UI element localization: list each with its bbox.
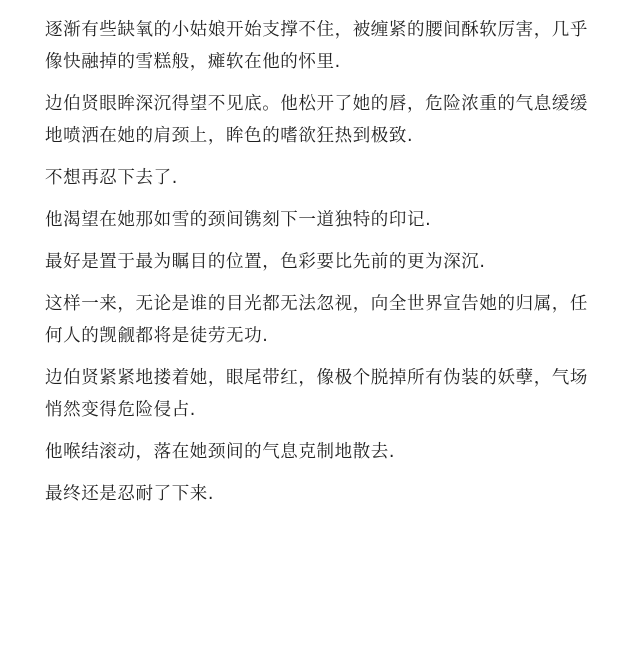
paragraph-8: 他喉结滚动，落在她颈间的气息克制地散去. [45,442,396,462]
paragraph-5: 最好是置于最为瞩目的位置，色彩要比先前的更为深沉. [45,252,486,272]
paragraph-9: 最终还是忍耐了下来. [45,484,215,504]
paragraph-3: 不想再忍下去了. [45,168,178,188]
paragraph-6: 这样一来，无论是谁的目光都无法忽视，向全世界宣告她的归属，任何人的觊觎都将是徒劳无功. [45,294,588,346]
paragraph-4: 他渴望在她那如雪的颈间镌刻下一道独特的印记. [45,210,432,230]
paragraph-1: 逐渐有些缺氧的小姑娘开始支撑不住，被缠紧的腰间酥软厉害，几乎像快融掉的雪糕般，瘫软在他的怀里. [45,20,588,72]
paragraph-7: 边伯贤紧紧地搂着她，眼尾带红，像极个脱掉所有伪装的妖孽，气场悄然变得危险侵占. [45,368,588,420]
paragraph-2: 边伯贤眼眸深沉得望不见底。他松开了她的唇，危险浓重的气息缓缓地喷洒在她的肩颈上，眸色的嗜欲狂热到极致. [45,94,588,146]
story-text [45,14,605,520]
